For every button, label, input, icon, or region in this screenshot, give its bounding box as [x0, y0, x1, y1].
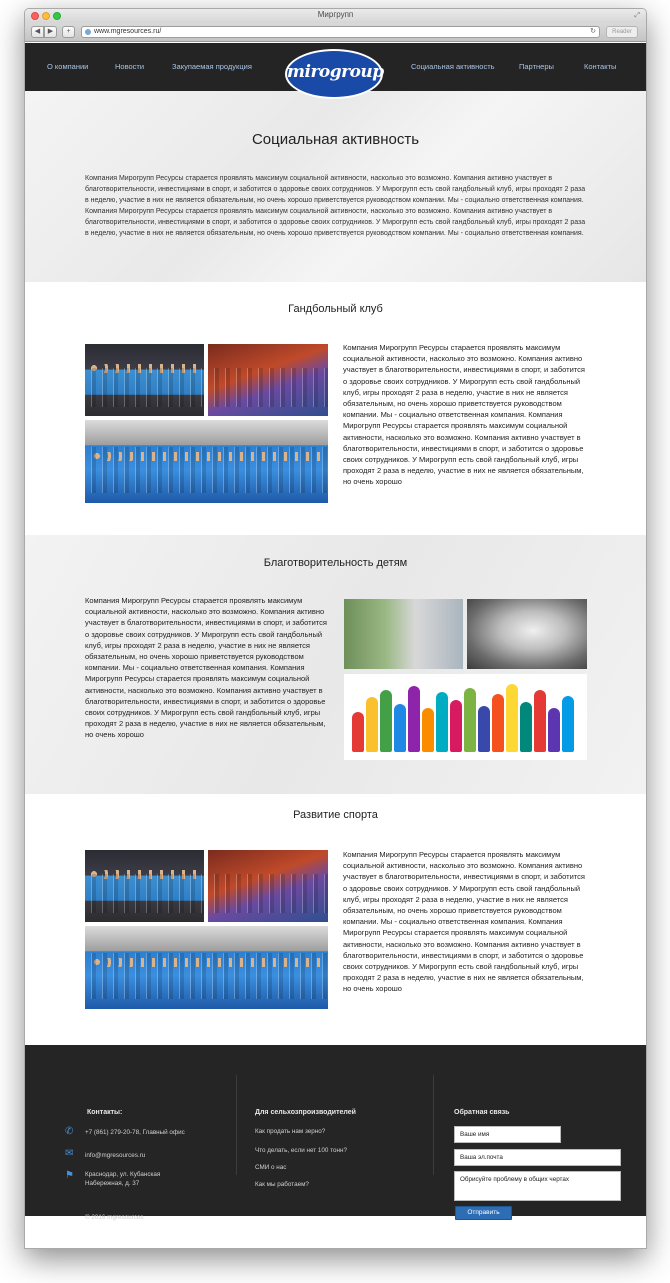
farmers-link-no-100-tons[interactable]: Что делать, если нет 100 тонн? — [255, 1147, 347, 1154]
window-title: Миргрупп — [317, 10, 354, 19]
team-group-photo — [85, 420, 328, 503]
team-figures — [85, 368, 204, 408]
hand-shape — [450, 700, 462, 752]
hand-shape — [380, 690, 392, 752]
fullscreen-icon[interactable]: ⤢ — [634, 12, 640, 19]
nav-contacts[interactable]: Контакты — [584, 62, 617, 71]
email-icon: ✉ — [65, 1148, 74, 1159]
match-photo — [208, 344, 328, 416]
hand-shape — [352, 712, 364, 752]
nav-about[interactable]: О компании — [47, 62, 89, 71]
hand-shape — [520, 702, 532, 752]
hand-shape — [464, 688, 476, 752]
address-bar[interactable] — [81, 26, 600, 38]
hands-illustration — [344, 674, 587, 760]
match-figures — [208, 368, 328, 408]
charity-text: Компания Мирогрупп Ресурсы старается проявлять максимум социальной активности, насколько это возможно. Компания активно участвует в благотворительности, инвестициями в спорт, и заботится о здоровье своих сотрудников. У Мирогрупп есть свой гандбольный клуб, игры проходят 2 раза в неделю, участие в них не является обязательным, но очень хорошо приветствуется руководством компании. Мы - социально ответственная компания. Компания Мирогрупп Ресурсы старается проявлять максимум социальной активности, насколько это возможно. Компания активно участвует в благотворительности, инвестициями в спорт, и заботится о здоровье своих сотрудников. У Мирогрупп есть свой гандбольный клуб, игры проходят 2 раза в неделю, участие в них не является обязательным, но очень хорошо — [85, 596, 327, 740]
feedback-email-input[interactable]: Ваша эл.почта — [454, 1149, 621, 1166]
back-button[interactable] — [31, 26, 44, 38]
location-flag-icon: ⚑ — [65, 1170, 74, 1181]
new-tab-button[interactable] — [62, 26, 75, 38]
hand-shape — [478, 706, 490, 752]
phone-icon: ✆ — [65, 1126, 74, 1137]
sports-group-figures — [85, 953, 328, 999]
feedback-message-textarea[interactable]: Обрисуйте проблему в общих чертах — [454, 1171, 621, 1201]
url-text: www.mgresources.ru/ — [94, 28, 162, 35]
browser-window — [24, 8, 647, 1249]
reader-button[interactable]: Reader — [606, 26, 638, 38]
contact-address-line1: Краснодар, ул. Кубанская — [85, 1171, 161, 1178]
child-bw-photo — [467, 599, 587, 669]
nav-news[interactable]: Новости — [115, 62, 145, 71]
hand-shape — [548, 708, 560, 752]
hero-text: Компания Мирогрупп Ресурсы старается проявлять максимум социальной активности, насколько это возможно. Компания активно участвует в благотворительности, инвестициями в спорт, и заботится о здоровье своих сотрудников. У Мирогрупп есть свой гандбольный клуб, игры проходят 2 раза в неделю, участие в них не является обязательным, но очень хорошо приветствуется руководством компании. Мы - социально ответственная компания. Компания Мирогрупп Ресурсы старается проявлять максимум социальной активности, насколько это возможно. Компания активно участвует в благотворительности, инвестициями в спорт, и заботится о здоровье своих сотрудников. У Мирогрупп есть свой гандбольный клуб, игры проходят 2 раза в неделю, участие в них не является обязательным, но очень хорошо приветствуется руководством компании. Мы - социально ответственная компания. — [85, 175, 586, 237]
group-figures — [85, 447, 328, 493]
hand-shape — [492, 694, 504, 752]
team-photo — [85, 344, 204, 416]
sports-team-photo — [85, 850, 204, 922]
sports-match-figures — [208, 874, 328, 914]
footer-divider — [236, 1075, 237, 1175]
feedback-submit-button[interactable]: Отправить — [455, 1206, 512, 1220]
sports-match-photo — [208, 850, 328, 922]
sports-text: Компания Мирогрупп Ресурсы старается проявлять максимум социальной активности, насколько это возможно. Компания активно участвует в благотворительности, инвестициями в спорт, и заботится о здоровье своих сотрудников. У Мирогрупп есть свой гандбольный клуб, игры проходят 2 раза в неделю, участие в них не является обязательным, но очень хорошо приветствуется руководством компании. Мы - социально ответственная компания. Компания Мирогрупп Ресурсы старается проявлять максимум социальной активности, насколько это возможно. Компания активно участвует в благотворительности, инвестициями в спорт, и заботится о здоровье своих сотрудников. У Мирогрупп есть свой гандбольный клуб, игры проходят 2 раза в неделю, участие в них не является обязательным, но очень хорошо — [343, 850, 585, 994]
hand-shape — [394, 704, 406, 752]
contact-address-line2: Набережная, д. 37 — [85, 1180, 140, 1187]
globe-icon — [85, 29, 91, 35]
hand-shape — [366, 697, 378, 752]
hand-shape — [422, 708, 434, 752]
copyright: © 2016 mgresources — [85, 1214, 144, 1221]
feedback-heading: Обратная связь — [454, 1109, 510, 1116]
reload-icon[interactable]: ↻ — [590, 28, 596, 35]
hand-shape — [562, 696, 574, 752]
contact-phone: +7 (861) 279-20-78, Главный офис — [85, 1129, 185, 1136]
charity-title: Благотворительность детям — [263, 557, 408, 569]
handball-title: Гандбольный клуб — [288, 303, 383, 315]
page-title: Социальная активность — [251, 131, 420, 148]
feedback-name-input[interactable]: Ваше имя — [454, 1126, 561, 1143]
charity-section — [25, 535, 646, 794]
handball-text: Компания Мирогрупп Ресурсы старается проявлять максимум социальной активности, насколько это возможно. Компания активно участвует в благотворительности, инвестициями в спорт, и заботится о здоровье своих сотрудников. У Мирогрупп есть свой гандбольный клуб, игры проходят 2 раза в неделю, участие в них не является обязательным, но очень хорошо приветствуется руководством компании. Мы - социально ответственная компания. Компания Мирогрупп Ресурсы старается проявлять максимум социальной активности, насколько это возможно. Компания активно участвует в благотворительности, инвестициями в спорт, и заботится о здоровье своих сотрудников. У Мирогрупп есть свой гандбольный клуб, игры проходят 2 раза в неделю, участие в них не является обязательным, но очень хорошо — [343, 343, 585, 487]
child-window-photo — [344, 599, 463, 669]
nav-products[interactable]: Закупаемая продукция — [172, 62, 252, 71]
nav-social[interactable]: Социальная активность — [411, 62, 495, 71]
sports-team-figures — [85, 874, 204, 914]
hand-shape — [408, 686, 420, 752]
logo-text: mirogroup — [287, 62, 384, 82]
sports-title: Развитие спорта — [293, 809, 378, 821]
hand-shape — [436, 692, 448, 752]
forward-button[interactable] — [44, 26, 57, 38]
sports-section — [25, 794, 646, 1080]
farmers-link-sell-grain[interactable]: Как продать нам зерно? — [255, 1128, 326, 1135]
farmers-link-how-we-work[interactable]: Как мы работаем? — [255, 1181, 309, 1188]
sports-group-photo — [85, 926, 328, 1009]
contacts-heading: Контакты: — [87, 1109, 123, 1116]
footer-divider — [433, 1075, 434, 1175]
handball-section — [25, 282, 646, 535]
chevron-right-icon: ▶ — [47, 28, 54, 35]
hero-section — [25, 91, 646, 282]
nav-partners[interactable]: Партнеры — [519, 62, 554, 71]
contact-email[interactable]: info@mgresources.ru — [85, 1152, 146, 1159]
plus-icon: + — [66, 28, 71, 35]
hand-shape — [506, 684, 518, 752]
hand-shape — [534, 690, 546, 752]
title-bar — [25, 9, 646, 23]
farmers-heading: Для сельхозпроизводителей — [255, 1109, 356, 1116]
farmers-link-media[interactable]: СМИ о нас — [255, 1164, 287, 1171]
chevron-left-icon: ◀ — [34, 28, 41, 35]
browser-toolbar — [25, 23, 646, 42]
site-logo[interactable] — [285, 49, 383, 99]
